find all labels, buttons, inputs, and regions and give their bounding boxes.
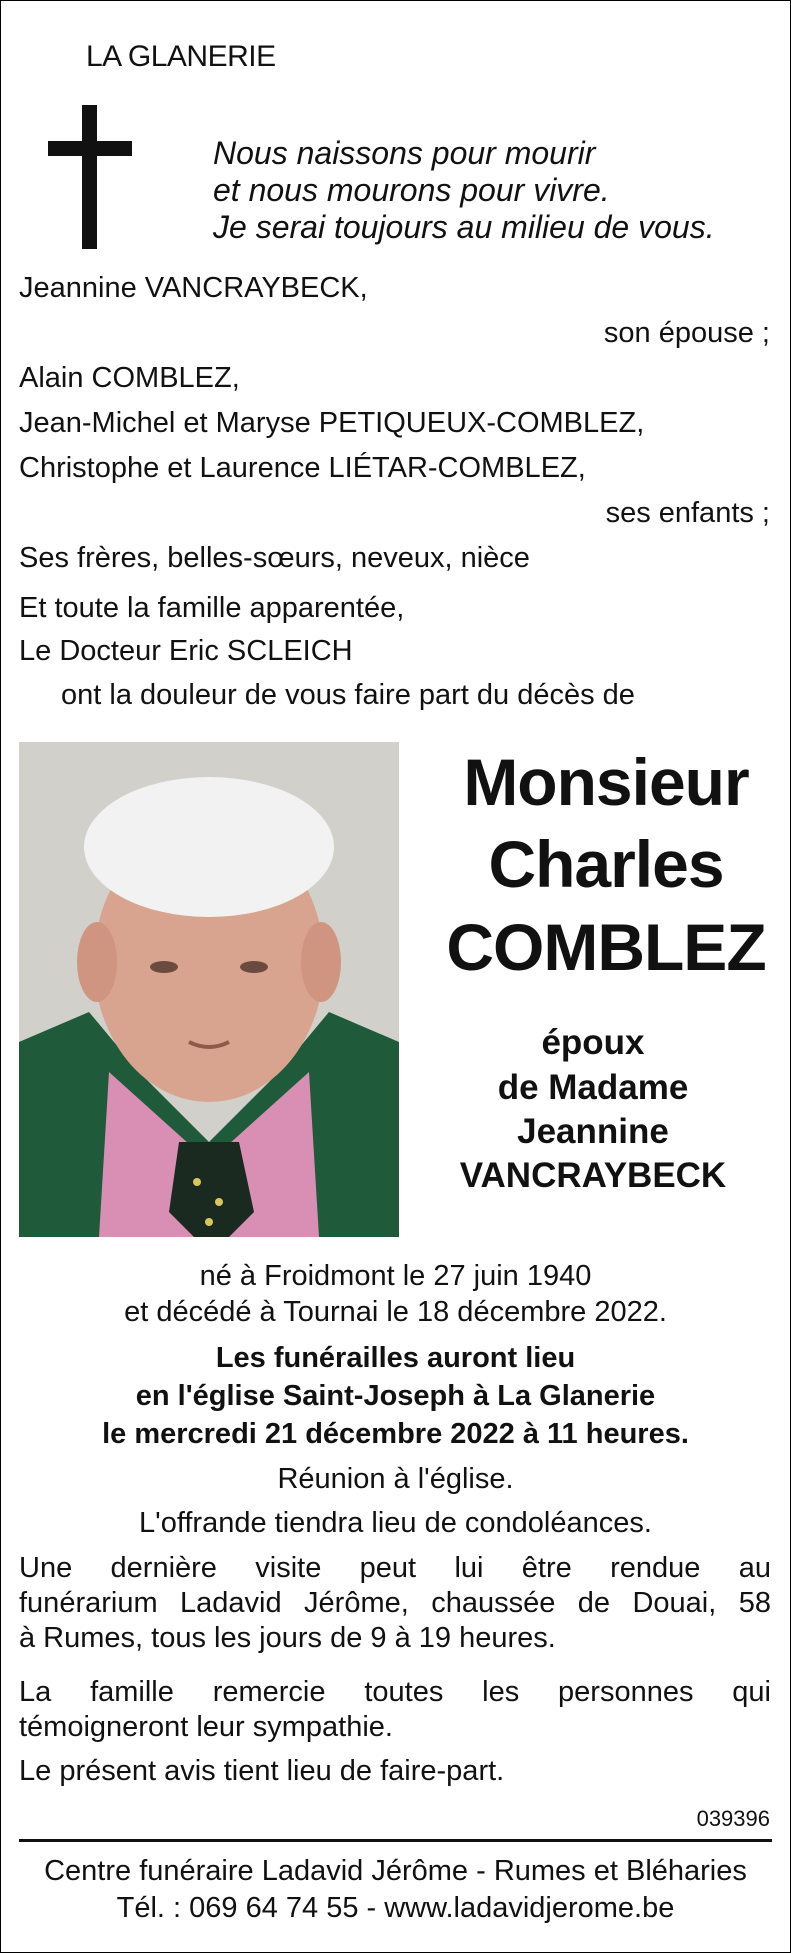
child-line: Jean-Michel et Maryse PETIQUEUX-COMBLEZ, [19,407,645,439]
spouse-of-line: VANCRAYBECK [459,1156,727,1195]
quote-line: et nous mourons pour vivre. [213,172,610,208]
cross-icon [48,105,132,249]
thanks-line: La famille remercie toutes les personnes qui [19,1676,771,1708]
relatives-line: Et toute la famille apparentée, [19,592,405,624]
announcement: ont la douleur de vous faire part du décès de [61,679,635,711]
deceased-first-name: Charles [488,827,724,901]
children-role: ses enfants ; [605,497,770,529]
birth-line: né à Froidmont le 27 juin 1940 [199,1260,592,1292]
portrait-photo [19,742,399,1237]
divider [19,1839,772,1842]
funeral-line: Les funérailles auront lieu [215,1342,576,1374]
place-heading: LA GLANERIE [86,40,276,73]
deceased-last-name: COMBLEZ [446,910,766,984]
spouse-of-line: Jeannine [517,1112,669,1151]
footer-line: Centre funéraire Ladavid Jérôme - Rumes et Bléharies [44,1855,747,1887]
spouse-name: Jeannine VANCRAYBECK, [19,272,368,304]
quote-line: Nous naissons pour mourir [213,135,596,171]
quote-line: Je serai toujours au milieu de vous. [213,209,715,245]
spouse-of-line: de Madame [497,1068,689,1107]
visit-line: Une dernière visite peut lui être rendue au [19,1552,771,1584]
spouse-role: son épouse ; [603,317,770,349]
reference-number: 039396 [696,1806,770,1831]
spouse-of-line: époux [541,1023,645,1062]
offering-line: L'offrande tiendra lieu de condoléances. [139,1507,652,1539]
relatives-line: Ses frères, belles-sœurs, neveux, nièce [19,542,530,574]
meeting-line: Réunion à l'église. [277,1463,514,1495]
child-line: Alain COMBLEZ, [19,362,240,394]
death-line: et décédé à Tournai le 18 décembre 2022. [124,1296,667,1328]
funeral-line: en l'église Saint-Joseph à La Glanerie [135,1380,656,1412]
child-line: Christophe et Laurence LIÉTAR-COMBLEZ, [19,452,586,484]
relatives-line: Le Docteur Eric SCLEICH [19,635,353,667]
thanks-line: témoigneront leur sympathie. [19,1711,393,1743]
footer-line: Tél. : 069 64 74 55 - www.ladavidjerome.be [116,1892,675,1924]
deceased-title: Monsieur [463,745,749,819]
notice-line: Le présent avis tient lieu de faire-part. [19,1755,505,1787]
visit-line: funérarium Ladavid Jérôme, chaussée de Douai, 58 [19,1587,771,1619]
funeral-line: le mercredi 21 décembre 2022 à 11 heures. [102,1418,689,1450]
visit-line: à Rumes, tous les jours de 9 à 19 heures. [19,1622,556,1654]
